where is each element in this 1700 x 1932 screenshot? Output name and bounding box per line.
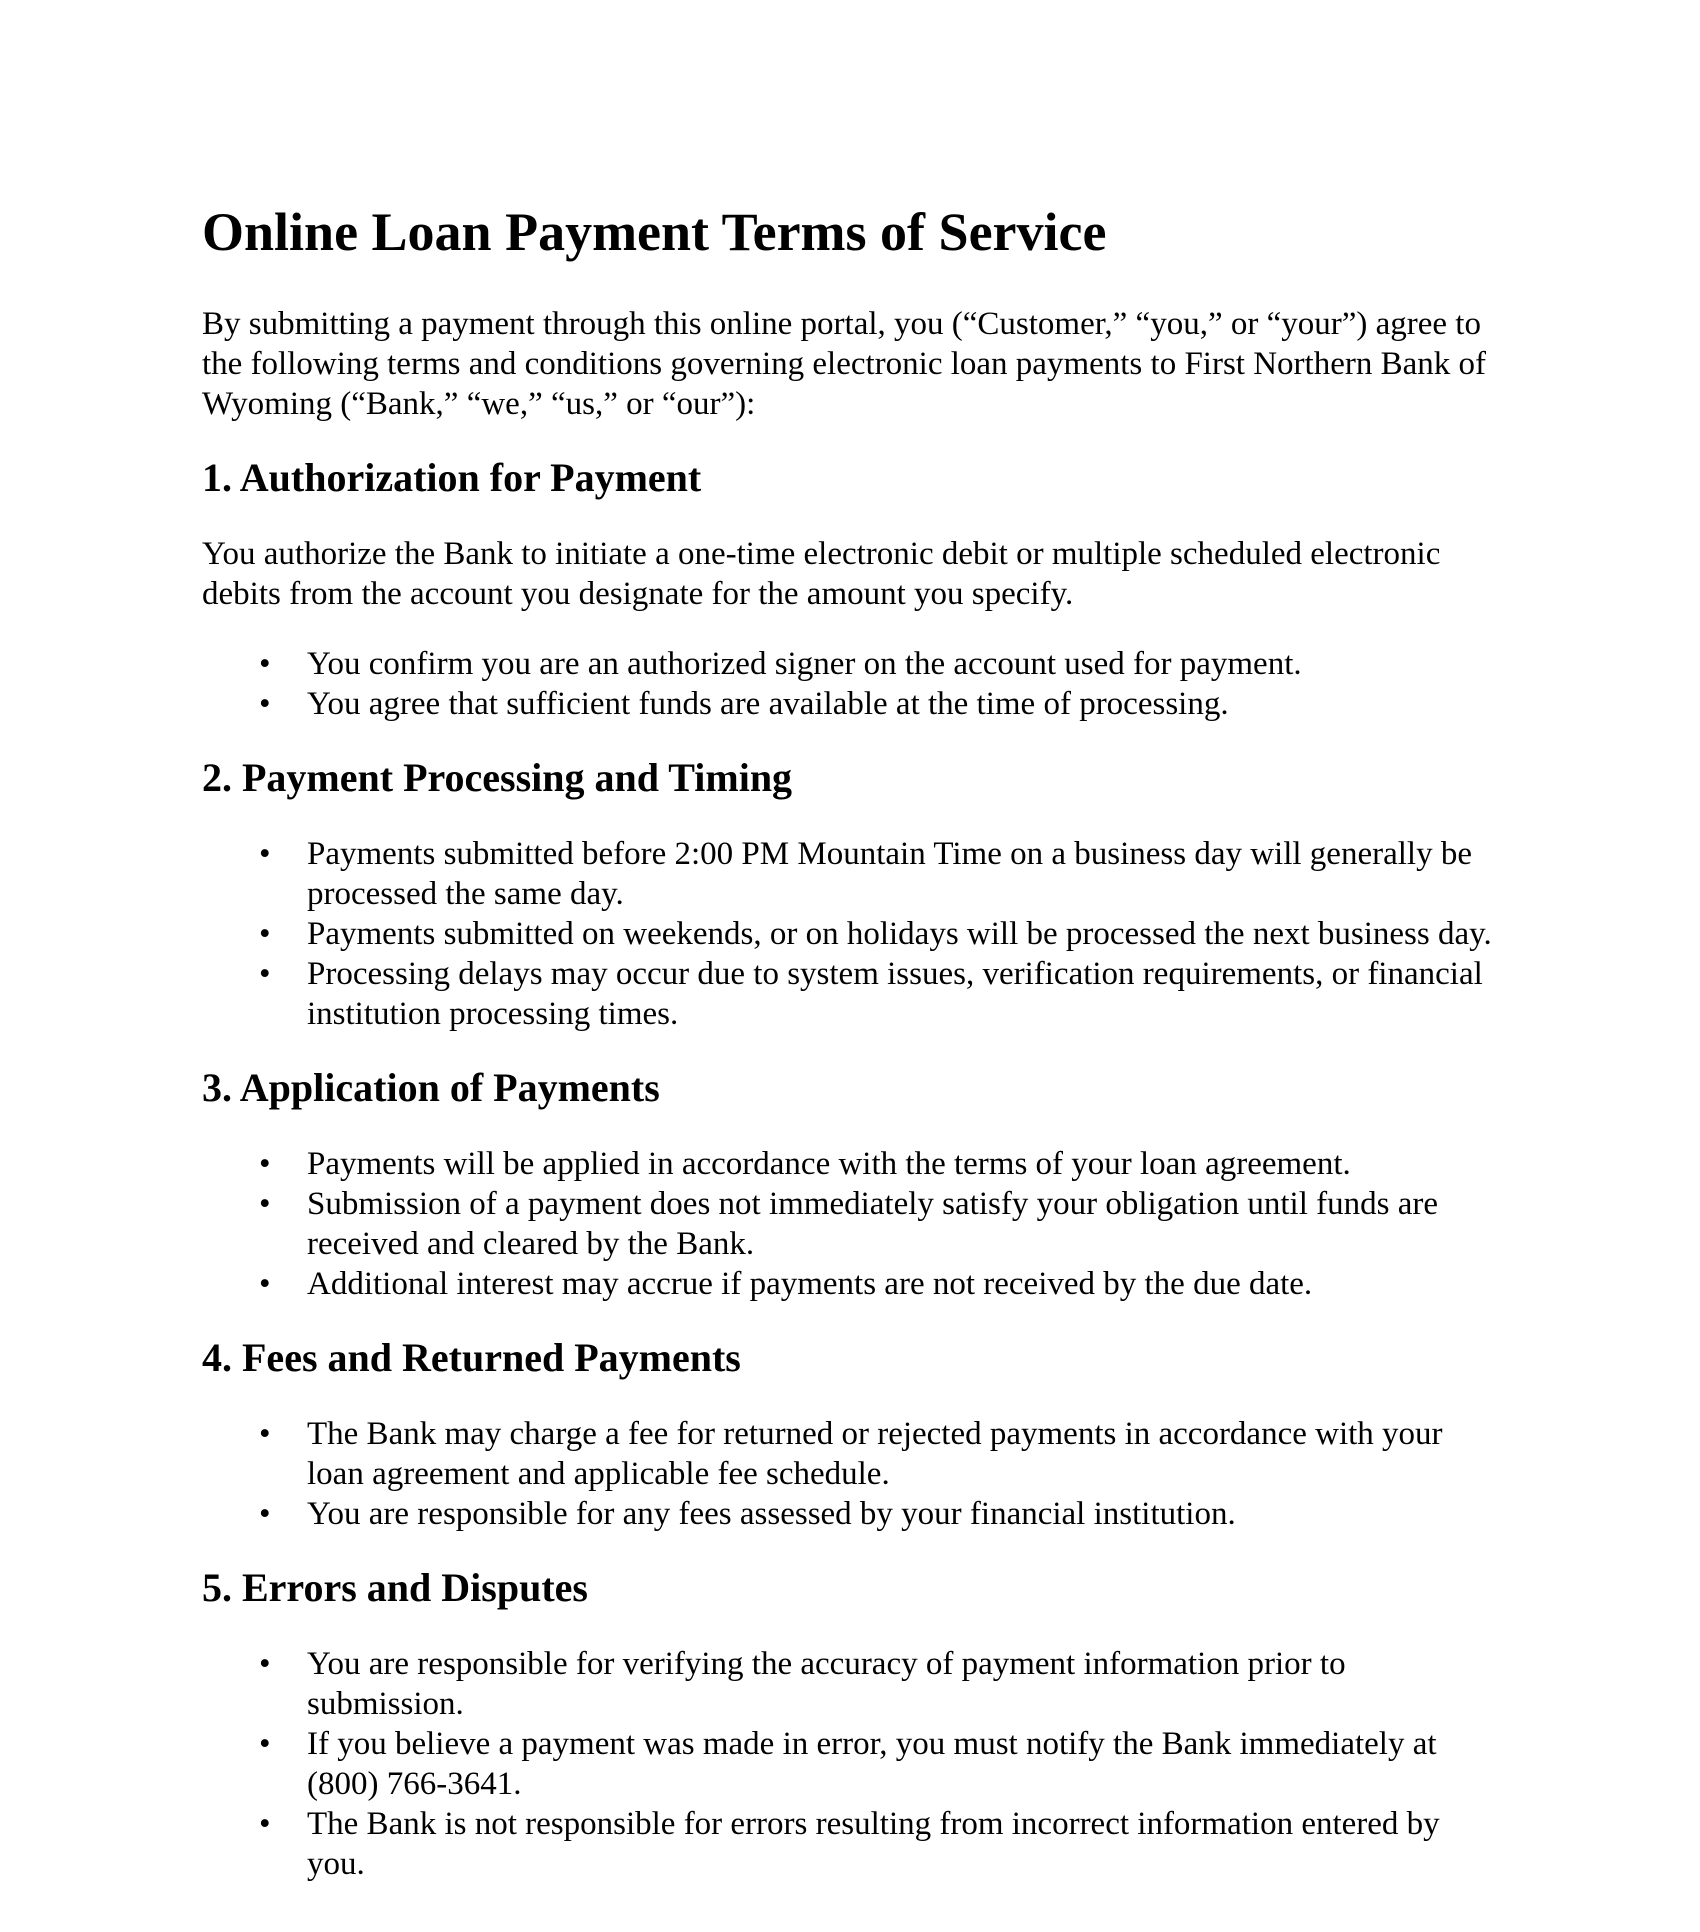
list-item: • Processing delays may occur due to system issues, verification requirements, or financial institution processing times. xyxy=(202,954,1492,1034)
section-authorization-for-payment xyxy=(202,454,1492,724)
list-item: • You are responsible for verifying the accuracy of payment information prior to submission. xyxy=(202,1644,1492,1724)
section-heading: 3. Application of Payments xyxy=(202,1065,660,1110)
list-item: • Payments will be applied in accordance with the terms of your loan agreement. xyxy=(202,1144,1492,1184)
list-item: • Payments submitted on weekends, or on holidays will be processed the next business day. xyxy=(202,914,1492,954)
list-item: • Submission of a payment does not immediately satisfy your obligation until funds are received and cleared by the Bank. xyxy=(202,1184,1492,1264)
list-item: • You are responsible for any fees assessed by your financial institution. xyxy=(202,1494,1492,1534)
section-application-of-payments xyxy=(202,1064,1492,1304)
section-heading: 2. Payment Processing and Timing xyxy=(202,755,793,800)
list-item: • You confirm you are an authorized signer on the account used for payment. xyxy=(202,644,1492,684)
section-paragraph: You authorize the Bank to initiate a one-time electronic debit or multiple scheduled electronic debits from the account you designate for the amount you specify. xyxy=(202,536,1441,612)
bullet-list xyxy=(202,1144,1492,1304)
list-item: • The Bank is not responsible for errors resulting from incorrect information entered by you. xyxy=(202,1804,1492,1884)
list-item: • If you believe a payment was made in error, you must notify the Bank immediately at (800) 766-3641. xyxy=(202,1724,1492,1804)
section-heading: 1. Authorization for Payment xyxy=(202,455,702,500)
bullet-list xyxy=(202,1644,1492,1884)
list-item: • You agree that sufficient funds are available at the time of processing. xyxy=(202,684,1492,724)
intro-paragraph: By submitting a payment through this online portal, you (“Customer,” “you,” or “your”) agree to the following terms and conditions governing electronic loan payments to First Northern Bank of Wyoming (“Bank,” “we,” “us,” or “our”): xyxy=(202,306,1486,422)
bullet-list xyxy=(202,1414,1492,1534)
section-heading: 4. Fees and Returned Payments xyxy=(202,1335,741,1380)
section-heading: 5. Errors and Disputes xyxy=(202,1565,588,1610)
section-errors-and-disputes xyxy=(202,1564,1492,1884)
list-item: • Payments submitted before 2:00 PM Mountain Time on a business day will generally be processed the same day. xyxy=(202,834,1492,914)
section-payment-processing-and-timing xyxy=(202,754,1492,1034)
section-fees-and-returned-payments xyxy=(202,1334,1492,1534)
list-item: • The Bank may charge a fee for returned or rejected payments in accordance with your loan agreement and applicable fee schedule. xyxy=(202,1414,1492,1494)
bullet-list xyxy=(202,834,1492,1034)
bullet-list xyxy=(202,644,1492,724)
list-item: • Additional interest may accrue if payments are not received by the due date. xyxy=(202,1264,1492,1304)
page-title: Online Loan Payment Terms of Service xyxy=(202,202,1107,262)
